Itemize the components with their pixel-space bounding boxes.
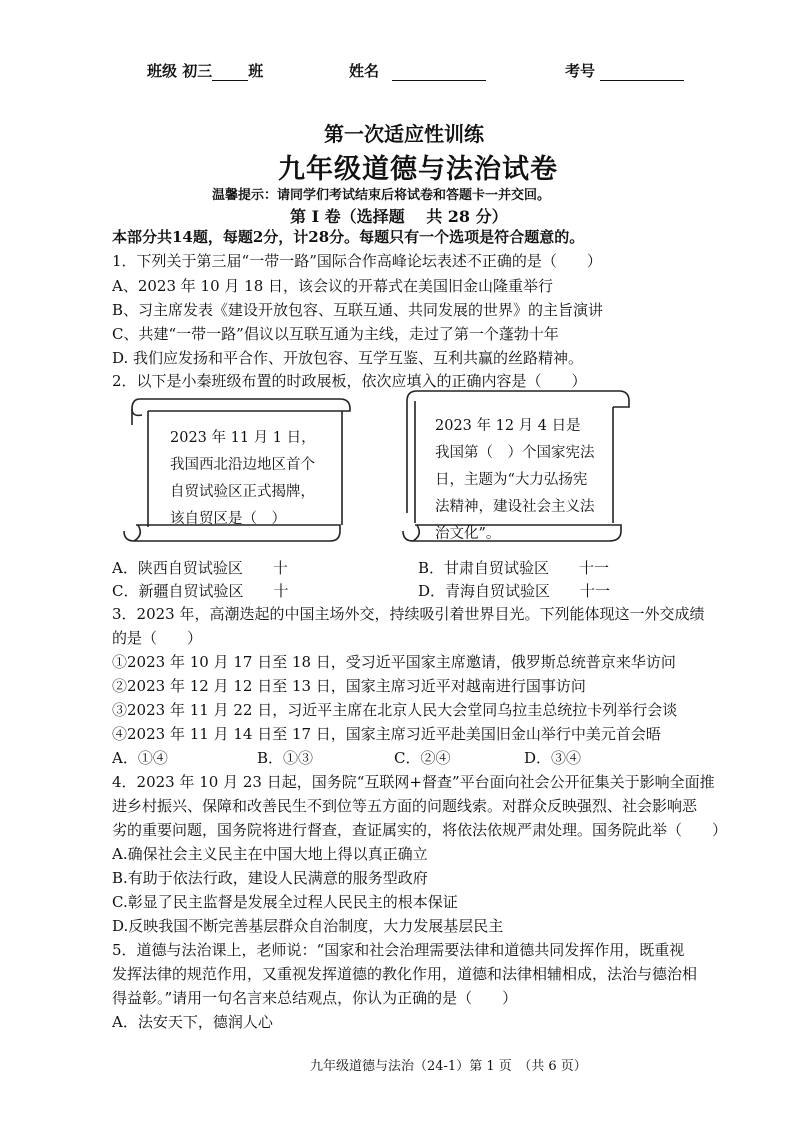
subtitle: 第一次适应性训练 xyxy=(324,122,484,146)
q3-option-a: A．①④ xyxy=(112,749,168,767)
q3-item-3: ③2023 年 11 月 22 日，习近平主席在北京人民大会堂同乌拉圭总统拉卡列举行会谈 xyxy=(112,701,678,719)
q4-option-d: D.反映我国不断完善基层群众自治制度，大力发展基层民主 xyxy=(112,917,504,935)
tip-text: 温馨提示：请同学们考试结束后将试卷和答题卡一并交回。 xyxy=(212,188,551,203)
name-label: 姓名 xyxy=(349,62,380,80)
q1-option-c: C、共建“一带一路”倡议以互联互通为主线，走过了第一个蓬勃十年 xyxy=(112,325,559,343)
board-left xyxy=(118,385,353,547)
class-field xyxy=(147,60,263,81)
board-left-text: 2023 年 11 月 1 日，我国西北沿边地区首个自贸试验区正式揭牌，该自贸区是（ ） xyxy=(170,430,316,527)
id-field xyxy=(565,60,684,81)
q4-option-a: A.确保社会主义民主在中国大地上得以真正确立 xyxy=(112,845,428,863)
q3-item-4: ④2023 年 11 月 14 日至 17 日，国家主席习近平赴美国旧金山举行中美元首会晤 xyxy=(112,725,661,743)
q2-option-c: C．新疆自贸试验区 十 xyxy=(112,582,289,600)
q2-option-d: D．青海自贸试验区 十一 xyxy=(418,582,611,600)
name-field xyxy=(349,60,486,81)
q4-stem-line2: 进乡村振兴、保障和改善民生不到位等五方面的问题线索。对群众反映强烈、社会影响恶 xyxy=(112,797,698,815)
q4-option-b: B.有助于依法行政，建设人民满意的服务型政府 xyxy=(112,869,428,887)
id-label: 考号 xyxy=(565,62,596,80)
q3-stem-line2: 的是（ ） xyxy=(112,629,203,647)
q5-stem-line3: 得益彰。”请用一句名言来总结观点，你认为正确的是（ ） xyxy=(112,989,518,1007)
q5-stem-line2: 发挥法律的规范作用，又重视发挥道德的教化作用，道德和法律相辅相成，法治与德治相 xyxy=(112,965,698,983)
q3-option-b: B．①③ xyxy=(257,749,314,767)
id-blank[interactable] xyxy=(600,64,684,81)
name-blank[interactable] xyxy=(392,64,486,81)
page-title: 九年级道德与法治试卷 xyxy=(278,154,558,185)
board-right-text: 2023 年 12 月 4 日是我国第（ ）个国家宪法日，主题为“大力弘扬宪法精神，建设社会主义法治文化”。 xyxy=(435,418,595,542)
instruction: 本部分共14题，每题2分，计28分。每题只有一个选项是符合题意的。 xyxy=(112,228,585,246)
q1-option-d: D. 我们应发扬和平合作、开放包容、互学互鉴、互利共赢的丝路精神。 xyxy=(112,349,584,367)
q3-option-c: C．②④ xyxy=(394,749,451,767)
q3-option-d: D．③④ xyxy=(524,749,582,767)
board-right xyxy=(395,383,633,547)
q1-option-a: A、2023 年 10 月 18 日，该会议的开幕式在美国旧金山隆重举行 xyxy=(112,277,554,295)
q4-option-c: C.彰显了民主监督是发展全过程人民民主的根本保证 xyxy=(112,893,458,911)
q5-option-a: A．法安天下，德润人心 xyxy=(112,1013,273,1031)
q4-stem-line3: 劣的重要问题，国务院将进行督查，查证属实的，将依法依规严肃处理。国务院此举（ ） xyxy=(112,821,728,839)
q1-stem: 1．下列关于第三届“一带一路”国际合作高峰论坛表述不正确的是（ ） xyxy=(112,252,602,270)
q3-item-2: ②2023 年 12 月 12 日至 13 日，国家主席习近平对越南进行国事访问 xyxy=(112,677,586,695)
q3-stem-line1: 3．2023 年，高潮迭起的中国主场外交，持续吸引着世界目光。下列能体现这一外交成绩 xyxy=(112,605,705,623)
q2-option-a: A．陕西自贸试验区 十 xyxy=(112,559,288,577)
q2-option-b: B．甘肃自贸试验区 十一 xyxy=(418,559,610,577)
class-blank[interactable] xyxy=(212,64,248,81)
class-suffix: 班 xyxy=(248,62,264,80)
class-label: 班级 初三 xyxy=(147,62,213,80)
section-heading: 第 Ⅰ 卷（选择题 共 28 分） xyxy=(290,207,508,226)
q4-stem-line1: 4．2023 年 10 月 23 日起，国务院“互联网+督查”平台面向社会公开征集关于影响全面推 xyxy=(112,773,715,791)
q3-item-1: ①2023 年 10 月 17 日至 18 日，受习近平国家主席邀请，俄罗斯总统普京来华访问 xyxy=(112,653,676,671)
q5-stem-line1: 5．道德与法治课上，老师说：“国家和社会治理需要法律和道德共同发挥作用，既重视 xyxy=(112,941,685,959)
q1-option-b: B、习主席发表《建设开放包容、互联互通、共同发展的世界》的主旨演讲 xyxy=(112,301,604,319)
q2-stem: 2．以下是小秦班级布置的时政展板，依次应填入的正确内容是（ ） xyxy=(112,372,587,390)
page-footer: 九年级道德与法治（24-1）第 1 页 （共 6 页） xyxy=(310,1059,587,1074)
